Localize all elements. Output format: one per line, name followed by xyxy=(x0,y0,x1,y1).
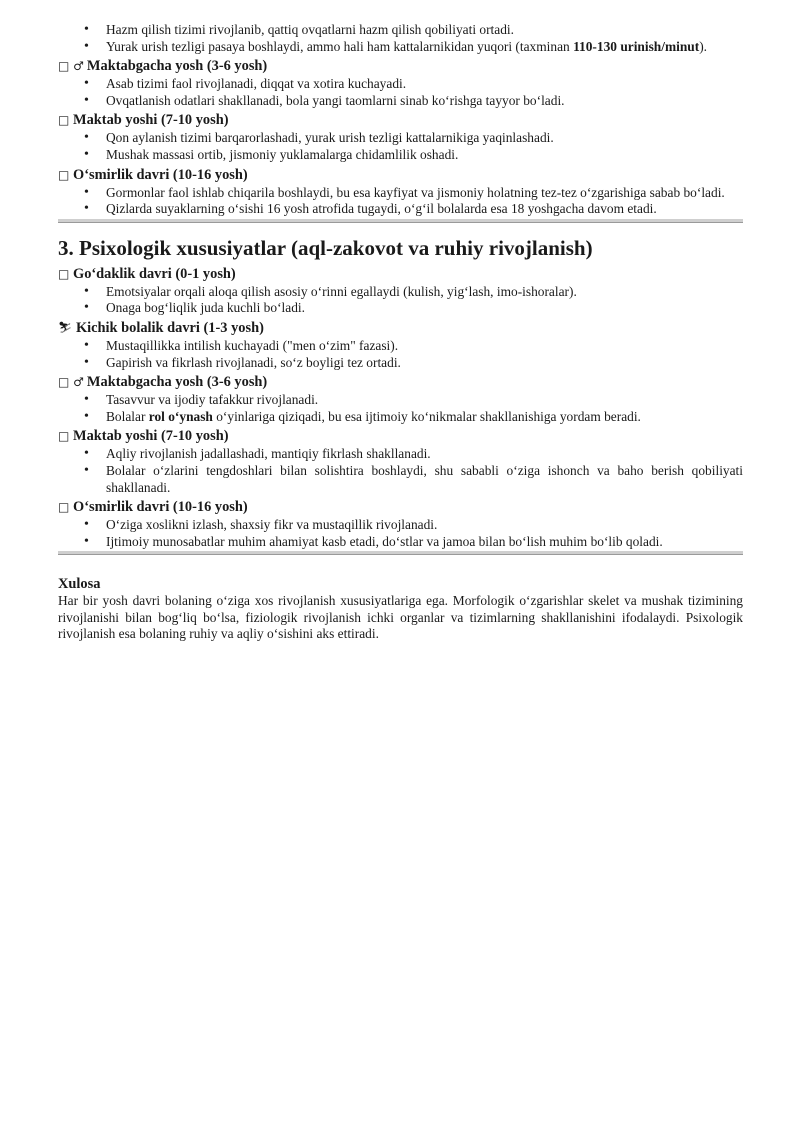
horizontal-rule xyxy=(58,219,743,223)
group-heading: □ Oʻsmirlik davri (10-16 yosh) xyxy=(58,166,248,183)
list-item: • Emotsiyalar orqali aloqa qilish asosiy oʻrinni egallaydi (kulish, yigʻlash, imo-ishoralar). xyxy=(58,284,743,301)
group-list xyxy=(58,130,743,163)
list-item: • Mushak massasi ortib, jismoniy yuklamalarga chidamlilik oshadi. xyxy=(58,147,743,164)
section-title: 3. Psixologik xususiyatlar (aql-zakovot va ruhiy rivojlanish) xyxy=(58,235,593,260)
section2-top-list xyxy=(58,22,743,55)
emoji-placeholder-icon: □ ♂ xyxy=(58,375,84,390)
group-list xyxy=(58,446,743,496)
list-item: • Gapirish va fikrlash rivojlanadi, soʻz boyligi tez ortadi. xyxy=(58,355,743,372)
group-heading: □ Goʻdaklik davri (0-1 yosh) xyxy=(58,265,236,282)
document-page xyxy=(58,22,743,643)
group-heading: □ ♂ Maktabgacha yosh (3-6 yosh) xyxy=(58,58,268,75)
skier-icon: ⛷ xyxy=(58,320,72,334)
list-item: • Onaga bogʻliqlik juda kuchli boʻladi. xyxy=(58,300,743,317)
group-list xyxy=(58,338,743,371)
group-heading: □ Maktab yoshi (7-10 yosh) xyxy=(58,112,229,129)
conclusion-text: Har bir yosh davri bolaning oʻziga xos rivojlanish xususiyatlariga ega. Morfologik oʻzgarishlar skelet va mushak tizimining rivojlanishi bilan bogʻliq boʻlsa, fiziologik rivojlanish ichki organlar va tizimlarning shakllanishini ifodalaydi. Psixologik rivojlanish esa bolaning ruhiy va aqliy oʻsishini aks ettiradi. xyxy=(58,593,743,642)
list-item: • Qon aylanish tizimi barqarorlashadi, yurak urish tezligi kattalarnikiga yaqinlashadi. xyxy=(58,130,743,147)
group-heading: □ Oʻsmirlik davri (10-16 yosh) xyxy=(58,499,248,516)
group-heading: □ ♂ Maktabgacha yosh (3-6 yosh) xyxy=(58,374,268,391)
list-item: • Aqliy rivojlanish jadallashadi, mantiqiy fikrlash shakllanadi. xyxy=(58,446,743,463)
group-list xyxy=(58,76,743,109)
list-item: • Oʻziga xoslikni izlash, shaxsiy fikr va mustaqillik rivojlanadi. xyxy=(58,517,743,534)
list-item: • Ovqatlanish odatlari shakllanadi, bola yangi taomlarni sinab koʻrishga tayyor boʻladi. xyxy=(58,93,743,110)
emoji-placeholder-icon: □ xyxy=(58,500,70,515)
list-item: • Hazm qilish tizimi rivojlanib, qattiq ovqatlarni hazm qilish qobiliyati ortadi. xyxy=(58,22,743,39)
list-item: • Mustaqillikka intilish kuchayadi ("men oʻzim" fazasi). xyxy=(58,338,743,355)
list-item: • Ijtimoiy munosabatlar muhim ahamiyat kasb etadi, doʻstlar va jamoa bilan boʻlish muhim boʻlib qoladi. xyxy=(58,534,743,551)
emoji-placeholder-icon: □ xyxy=(58,167,70,182)
emoji-placeholder-icon: □ xyxy=(58,266,70,281)
list-item: • Tasavvur va ijodiy tafakkur rivojlanadi. xyxy=(58,392,743,409)
group-list xyxy=(58,284,743,317)
list-item: • Bolalar rol oʻynash oʻyinlariga qiziqadi, bu esa ijtimoiy koʻnikmalar shakllanishiga yordam beradi. xyxy=(58,409,743,426)
list-item: • Gormonlar faol ishlab chiqarila boshlaydi, bu esa kayfiyat va jismoniy holatning tez-tez oʻzgarishiga sabab boʻladi. xyxy=(58,185,743,202)
emoji-placeholder-icon: □ ♂ xyxy=(58,59,84,74)
horizontal-rule xyxy=(58,551,743,555)
emoji-placeholder-icon: □ xyxy=(58,429,70,444)
list-item: • Yurak urish tezligi pasaya boshlaydi, ammo hali ham kattalarnikidan yuqori (taxminan 110-130 urinish/minut). xyxy=(58,39,743,56)
group-list xyxy=(58,392,743,425)
group-list xyxy=(58,517,743,550)
list-item: • Qizlarda suyaklarning oʻsishi 16 yosh atrofida tugaydi, oʻgʻil bolalarda esa 18 yoshgacha davom etadi. xyxy=(58,201,743,218)
group-heading: ⛷ Kichik bolalik davri (1-3 yosh) xyxy=(58,319,264,336)
group-list xyxy=(58,185,743,218)
list-item: • Bolalar oʻzlarini tengdoshlari bilan solishtira boshlaydi, shu sababli oʻziga ishonch va baho berish qobiliyati shakllanadi. xyxy=(58,463,743,496)
group-heading: □ Maktab yoshi (7-10 yosh) xyxy=(58,428,229,445)
list-item: • Asab tizimi faol rivojlanadi, diqqat va xotira kuchayadi. xyxy=(58,76,743,93)
conclusion-title: Xulosa xyxy=(58,576,101,593)
emoji-placeholder-icon: □ xyxy=(58,113,70,128)
